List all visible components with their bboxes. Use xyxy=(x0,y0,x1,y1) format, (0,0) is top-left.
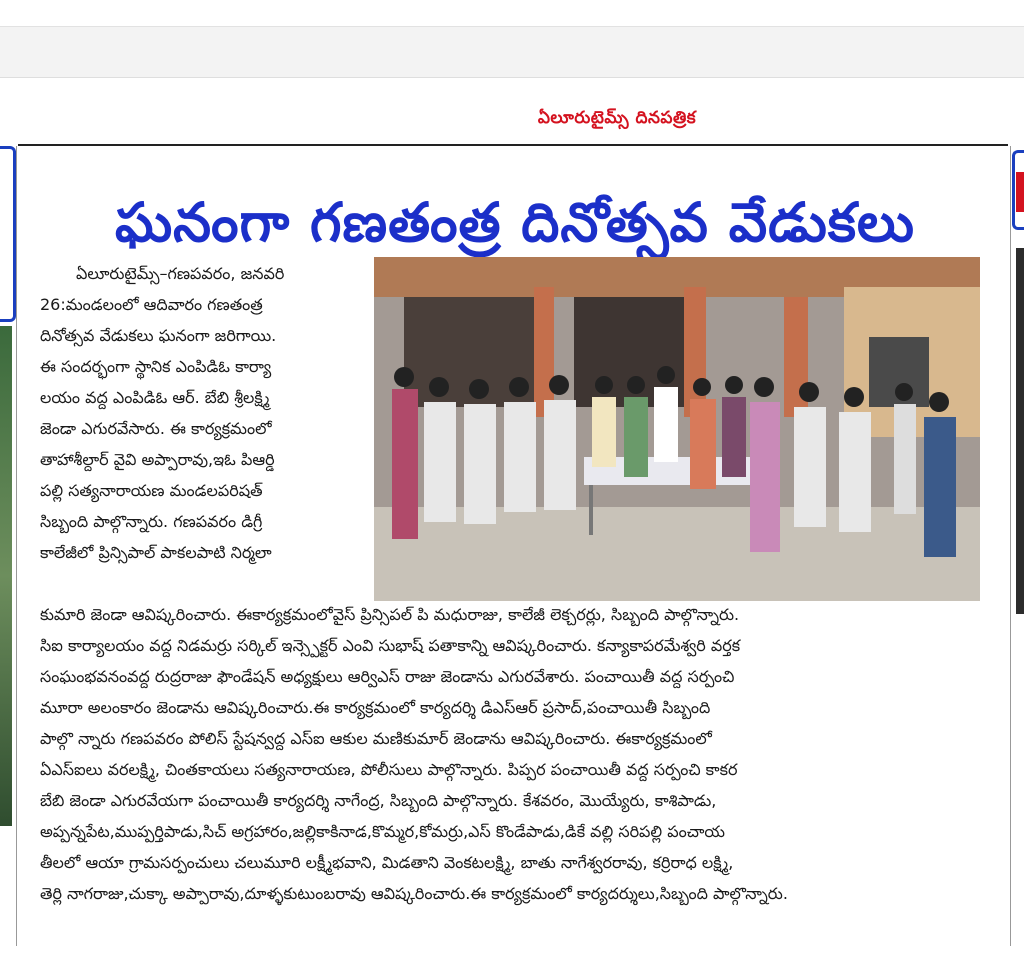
article-line: బేబి జెండా ఎగురవేయగా పంచాయితీ కార్యదర్శి నాగేంద్ర, సిబ్బంది పాల్గొన్నారు. కేశవరం, మొయ్యేరు, కాశిపాడు, xyxy=(40,791,717,810)
right-column-rule xyxy=(1010,146,1011,946)
article-line: ఏలూరుటైమ్స్–గణపవరం, జనవరి xyxy=(76,264,285,283)
article-line: మూరా అలంకారం జెండాను ఆవిష్కరించారు.ఈ కార్యక్రమంలో కార్యదర్శి డిఎస్ఆర్ ప్రసాద్,పంచాయితీ సిబ్బంది xyxy=(40,698,711,717)
article-line: 26:మండలంలో ఆదివారం గణతంత్ర xyxy=(40,295,263,314)
article-body-narrow xyxy=(40,258,364,568)
article-line: తాహాశీల్దార్ వైవి అప్పారావు,ఇఓ పిఆర్డి xyxy=(40,450,275,469)
article-line: ఏఎస్ఐలు వరలక్ష్మి, చింతకాయలు సత్యనారాయణ, పోలీసులు పాల్గొన్నారు. పిప్పర పంచాయితీ వద్ద సర్పంచి కాకర xyxy=(40,760,738,779)
next-article-headline-fragment xyxy=(60,960,840,979)
article-line: సిఐ కార్యాలయం వద్ద నిడమర్రు సర్కిల్ ఇన్స్పెక్టర్ ఎంవి సుభాష్ పతాకాన్ని ఆవిష్కరించారు. కన్యాకాపరమేశ్వరి వర్తక xyxy=(40,636,741,655)
article-line: జెండా ఎగురవేసారు. ఈ కార్యక్రమంలో xyxy=(40,419,272,438)
left-column-photo xyxy=(0,326,12,826)
top-rule xyxy=(18,144,1008,146)
article-headline: ఘనంగా గణతంత్ర దినోత్సవ వేడుకలు xyxy=(115,191,915,255)
article-line: పాల్గొ న్నారు గణపవరం పోలిస్ స్టేషన్వద్ద ఎస్ఐ ఆకుల మణికుమార్ జెండాను ఆవిష్కరించారు. ఈకార్యక్రమంలో xyxy=(40,729,712,748)
article-line: సిబ్బంది పాల్గొన్నారు. గణపవరం డిగ్రీ xyxy=(40,512,263,531)
newspaper-masthead: ఏలూరుటైమ్స్ దినపత్రిక xyxy=(537,108,697,128)
ceremony-photo-illustration xyxy=(374,257,980,601)
article-line: తీలలో ఆయా గ్రామసర్పంచులు చలుమూరి లక్ష్మీభవాని, మిడతాని వెంకటలక్ష్మి, బాతు నాగేశ్వరరావు, కర్రిరాధ లక్ష్మి, xyxy=(40,853,734,872)
article-line: దినోత్సవ వేడుకలు ఘనంగా జరిగాయి. xyxy=(40,326,277,345)
right-column-photo xyxy=(1016,248,1024,614)
right-column-headline-fragment xyxy=(1016,172,1024,212)
article-line: ఈ సందర్భంగా స్థానిక ఎంపిడిఓ కార్యా xyxy=(40,357,272,376)
article-line: తెర్లి నాగరాజు,చుక్కా అప్పారావు,దూళ్ళకుటుంబరావు ఆవిష్కరించారు.ఈ కార్యక్రమంలో కార్యదర్శులు,సిబ్బంది పాల్గొన్నారు. xyxy=(40,884,788,903)
article-photo xyxy=(374,257,980,601)
article-line: లయం వద్ద ఎంపిడిఓ ఆర్. బేబి శ్రీలక్ష్మి xyxy=(40,388,270,407)
left-column-frame xyxy=(0,146,16,322)
article-line: పల్లి సత్యనారాయణ మండలపరిషత్ xyxy=(40,481,263,500)
article-line: అప్పన్నపేట,ముప్పర్తిపాడు,సిచ్ అగ్రహారం,జల్లికాకినాడ,కొమ్మర,కోమర్రు,ఎస్ కొండేపాడు,డికే వల్లి సరిపల్లి పంచాయ xyxy=(40,822,725,841)
viewer-toolbar xyxy=(0,27,1024,78)
browser-top-bar xyxy=(0,0,1024,27)
article-line: సంఘంభవనంవద్ద రుద్రరాజు ఫౌండేషన్ అధ్యక్షులు ఆర్విఎస్ రాజు జెండాను ఎగురవేశారు. పంచాయితీ వద్ద సర్పంచి xyxy=(40,667,735,686)
left-column-rule xyxy=(16,146,17,946)
article-body-wide xyxy=(40,599,988,909)
article-line: కాలేజీలో ప్రిన్సిపాల్ పాకలపాటి నిర్మలా xyxy=(40,543,272,562)
article-line: కుమారి జెండా ఆవిష్కరించారు. ఈకార్యక్రమంలోవైస్ ప్రిన్సిపల్ పి మధురాజు, కాలేజీ లెక్చరర్లు, సిబ్బంది పాల్గొన్నారు. xyxy=(40,605,740,624)
